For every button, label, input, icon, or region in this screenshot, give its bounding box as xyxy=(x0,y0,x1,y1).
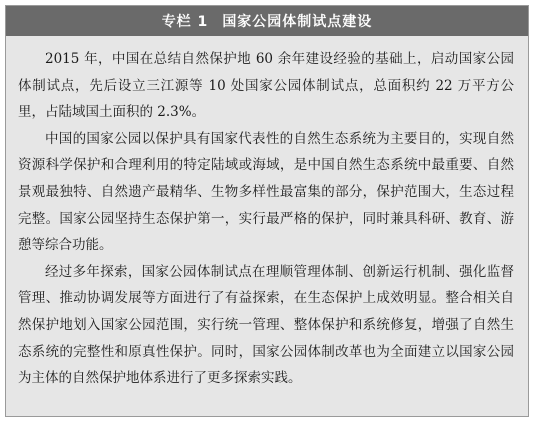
sidebar-box xyxy=(5,5,529,417)
paragraph-2: 中国的国家公园以保护具有国家代表性的自然生态系统为主要目的，实现自然资源科学保护和合理利用的特定陆域或海域，是中国自然生态系统中最重要、自然景观最独特、自然遗产最精华、生物多样性最富集的部分，保护范围大，生态过程完整。国家公园坚持生态保护第一，实行最严格的保护，同时兼具科研、教育、游憩等综合功能。 xyxy=(18,130,514,254)
paragraph-3: 经过多年探索，国家公园体制试点在理顺管理体制、创新运行机制、强化监督管理、推动协调发展等方面进行了有益探索，在生态保护上成效明显。整合相关自然保护地划入国家公园范围，实行统一管理、整体保护和系统修复，增强了自然生态系统的完整性和原真性保护。同时，国家公园体制改革也为全面建立以国家公园为主体的自然保护地体系进行了更多探索实践。 xyxy=(18,263,514,387)
paragraph-1: 2015 年，中国在总结自然保护地 60 余年建设经验的基础上，启动国家公园体制试点，先后设立三江源等 10 处国家公园体制试点，总面积约 22 万平方公里，占陆域国土面积的 2.3%。 xyxy=(18,51,514,121)
box-title: 国家公园体制试点建设 xyxy=(222,14,373,30)
box-content xyxy=(18,46,514,392)
box-header xyxy=(6,6,528,36)
box-label: 专栏 1 xyxy=(161,14,209,30)
